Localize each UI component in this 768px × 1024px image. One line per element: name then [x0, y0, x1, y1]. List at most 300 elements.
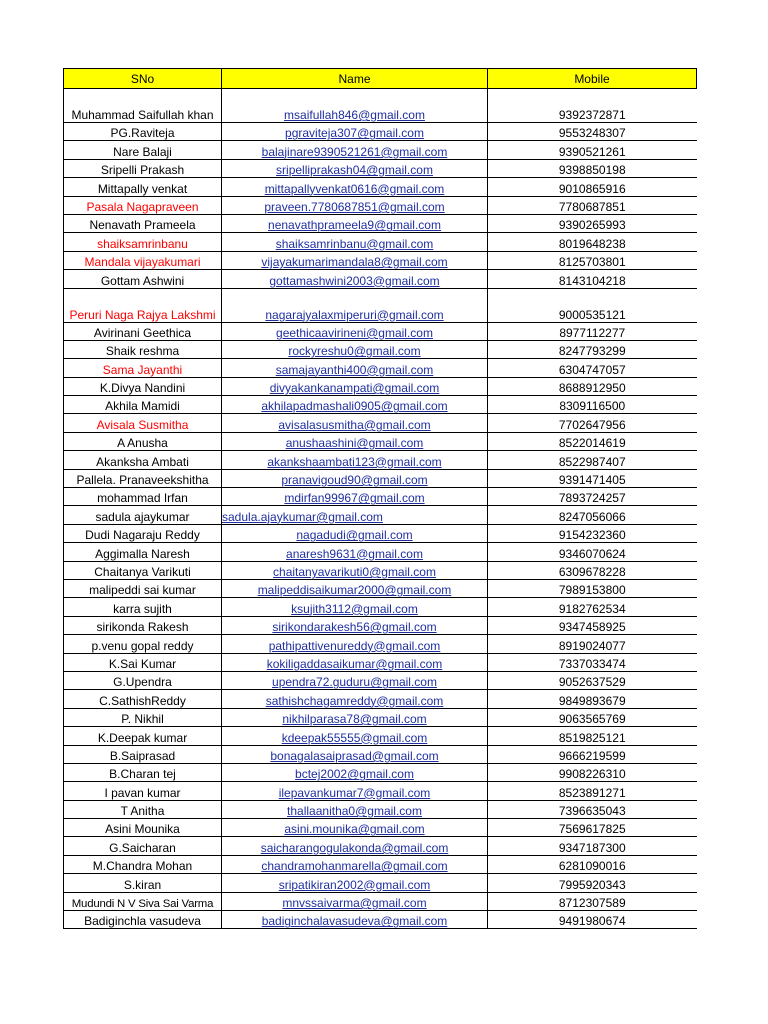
- email-cell[interactable]: [222, 159, 488, 177]
- mobile-cell[interactable]: [488, 251, 697, 269]
- name-cell[interactable]: [64, 579, 222, 597]
- name-cell[interactable]: [64, 874, 222, 892]
- email-link[interactable]: bctej2002@gmail.com: [295, 767, 414, 782]
- mobile-text: 9553248307: [558, 126, 626, 141]
- email-link[interactable]: avisalasusmitha@gmail.com: [278, 417, 431, 432]
- name-cell[interactable]: [64, 251, 222, 269]
- mobile-cell[interactable]: [488, 635, 697, 653]
- email-cell[interactable]: [222, 432, 488, 450]
- email-cell[interactable]: [222, 340, 488, 358]
- name-cell[interactable]: [64, 288, 222, 322]
- mobile-text: 9390521261: [558, 144, 626, 159]
- mobile-cell[interactable]: [488, 653, 697, 671]
- table-row: [64, 159, 697, 177]
- mobile-cell[interactable]: [488, 414, 697, 432]
- mobile-text: 9063565769: [558, 712, 626, 727]
- mobile-text: 9347187300: [558, 840, 626, 855]
- email-link[interactable]: akhilapadmashali0905@gmail.com: [261, 399, 448, 414]
- email-link[interactable]: kdeepak55555@gmail.com: [281, 730, 428, 745]
- email-link[interactable]: sripelliprakash04@gmail.com: [276, 163, 433, 178]
- mobile-cell[interactable]: [488, 690, 697, 708]
- column-header-sno[interactable]: SNo: [64, 69, 222, 89]
- mobile-cell[interactable]: [488, 671, 697, 689]
- email-cell[interactable]: [222, 837, 488, 855]
- name-cell[interactable]: [64, 141, 222, 159]
- name-cell[interactable]: [64, 598, 222, 616]
- mobile-cell[interactable]: [488, 616, 697, 634]
- mobile-text: 9347458925: [558, 620, 626, 635]
- email-link[interactable]: badiginchalavasudeva@gmail.com: [261, 914, 448, 929]
- email-link[interactable]: chandramohanmarella@gmail.com: [261, 859, 448, 874]
- name-text: G.Saicharan: [109, 840, 176, 855]
- mobile-cell[interactable]: [488, 874, 697, 892]
- email-link[interactable]: upendra72.guduru@gmail.com: [272, 675, 437, 690]
- mobile-text: 8522014619: [558, 436, 626, 451]
- mobile-text: 8919024077: [558, 638, 626, 653]
- email-cell[interactable]: [222, 451, 488, 469]
- mobile-cell[interactable]: [488, 745, 697, 763]
- mobile-cell[interactable]: [488, 469, 697, 487]
- table-row: [64, 727, 697, 745]
- email-link[interactable]: sathishchagamreddy@gmail.com: [265, 693, 444, 708]
- email-cell[interactable]: [222, 469, 488, 487]
- name-cell[interactable]: [64, 763, 222, 781]
- mobile-cell[interactable]: [488, 322, 697, 340]
- name-cell[interactable]: [64, 233, 222, 251]
- name-text: T Anitha: [120, 804, 165, 819]
- email-cell[interactable]: [222, 524, 488, 542]
- mobile-text: 8688912950: [558, 381, 626, 396]
- mobile-cell[interactable]: [488, 911, 697, 929]
- name-text: p.venu gopal reddy: [91, 638, 194, 653]
- mobile-text: 8977112277: [559, 325, 626, 340]
- name-text: Nenavath Prameela: [89, 218, 196, 233]
- email-link[interactable]: sripatikiran2002@gmail.com: [278, 877, 431, 892]
- mobile-text: 7337033474: [558, 656, 626, 671]
- mobile-cell[interactable]: [488, 524, 697, 542]
- name-text: Aggimalla Naresh: [95, 546, 190, 561]
- mobile-text: 8247056066: [558, 509, 626, 524]
- mobile-text: 8309116500: [559, 399, 626, 414]
- name-cell[interactable]: [64, 377, 222, 395]
- mobile-cell[interactable]: [488, 837, 697, 855]
- name-text: Dudi Nagaraju Reddy: [85, 528, 200, 543]
- email-link[interactable]: praveen.7780687851@gmail.com: [264, 199, 445, 214]
- name-text: B.Charan tej: [109, 767, 176, 782]
- table-row: [64, 233, 697, 251]
- mobile-text: 9000535121: [558, 307, 626, 322]
- email-link[interactable]: divyakankanampati@gmail.com: [269, 381, 440, 396]
- email-cell[interactable]: [222, 727, 488, 745]
- email-link[interactable]: malipeddisaikumar2000@gmail.com: [257, 583, 452, 598]
- email-link[interactable]: nenavathprameela9@gmail.com: [268, 218, 441, 233]
- table-row: [64, 506, 697, 524]
- table-row: [64, 178, 697, 196]
- column-header-mobile[interactable]: Mobile: [488, 69, 697, 89]
- table-row: [64, 123, 697, 141]
- name-text: Akanksha Ambati: [96, 454, 189, 469]
- table-row: [64, 270, 697, 288]
- name-cell[interactable]: [64, 819, 222, 837]
- name-text: Shaik reshma: [105, 344, 180, 359]
- name-text: karra sujith: [113, 601, 172, 616]
- name-cell[interactable]: [64, 469, 222, 487]
- mobile-cell[interactable]: [488, 598, 697, 616]
- name-text: P. Nikhil: [121, 712, 164, 727]
- mobile-text: 6304747057: [558, 362, 626, 377]
- email-link[interactable]: thallaanitha0@gmail.com: [287, 804, 422, 819]
- table-row: [64, 782, 697, 800]
- table-row: [64, 377, 697, 395]
- mobile-text: 9908226310: [558, 767, 626, 782]
- name-cell[interactable]: [64, 270, 222, 288]
- email-link[interactable]: pranavigoud90@gmail.com: [281, 473, 428, 488]
- mobile-text: 6281090016: [558, 859, 626, 874]
- name-text: K.Deepak kumar: [97, 730, 188, 745]
- mobile-text: 9010865916: [558, 181, 626, 196]
- mobile-cell[interactable]: [488, 451, 697, 469]
- name-cell[interactable]: [64, 340, 222, 358]
- name-text: mohammad Irfan: [97, 491, 188, 506]
- name-cell[interactable]: [64, 837, 222, 855]
- table-row: [64, 653, 697, 671]
- mobile-text: 9182762534: [558, 601, 626, 616]
- mobile-cell[interactable]: [488, 488, 697, 506]
- email-link[interactable]: ksujith3112@gmail.com: [291, 601, 418, 616]
- table-row: [64, 579, 697, 597]
- mobile-text: 7989153800: [558, 583, 626, 598]
- mobile-cell[interactable]: [488, 159, 697, 177]
- mobile-text: 8019648238: [558, 236, 626, 251]
- name-text: A Anusha: [117, 436, 168, 451]
- name-text: Mandala vijayakumari: [84, 255, 201, 270]
- email-cell[interactable]: [222, 855, 488, 873]
- name-cell[interactable]: [64, 123, 222, 141]
- name-text: M.Chandra Mohan: [92, 859, 193, 874]
- email-cell[interactable]: [222, 543, 488, 561]
- mobile-text: 9491980674: [558, 914, 626, 929]
- table-row: [64, 451, 697, 469]
- email-cell[interactable]: [222, 745, 488, 763]
- mobile-cell[interactable]: [488, 196, 697, 214]
- email-cell[interactable]: [222, 579, 488, 597]
- table-row: [64, 616, 697, 634]
- name-cell[interactable]: [64, 159, 222, 177]
- name-text: malipeddi sai kumar: [89, 583, 196, 598]
- email-cell[interactable]: [222, 288, 488, 322]
- email-cell[interactable]: [222, 653, 488, 671]
- name-text: Chaitanya Varikuti: [94, 564, 191, 579]
- name-cell[interactable]: [64, 414, 222, 432]
- name-text: Gottam Ashwini: [100, 273, 185, 288]
- name-cell[interactable]: [64, 196, 222, 214]
- email-link[interactable]: kokiligaddasaikumar@gmail.com: [266, 656, 443, 671]
- table-row: [64, 561, 697, 579]
- name-text: sirikonda Rakesh: [96, 620, 189, 635]
- email-cell[interactable]: [222, 635, 488, 653]
- email-cell[interactable]: [222, 396, 488, 414]
- email-cell[interactable]: [222, 616, 488, 634]
- table-row: [64, 892, 697, 910]
- mobile-cell[interactable]: [488, 506, 697, 524]
- email-link[interactable]: vijayakumarimandala8@gmail.com: [261, 255, 448, 270]
- name-text: Asini Mounika: [105, 822, 180, 837]
- mobile-cell[interactable]: [488, 396, 697, 414]
- mobile-cell[interactable]: [488, 89, 697, 123]
- table-row: [64, 745, 697, 763]
- name-text: K.Divya Nandini: [99, 381, 186, 396]
- table-row: [64, 874, 697, 892]
- name-text: Sama Jayanthi: [102, 362, 183, 377]
- mobile-cell[interactable]: [488, 377, 697, 395]
- mobile-text: 9052637529: [558, 675, 626, 690]
- email-cell[interactable]: [222, 671, 488, 689]
- mobile-cell[interactable]: [488, 727, 697, 745]
- name-cell[interactable]: [64, 396, 222, 414]
- name-cell[interactable]: [64, 653, 222, 671]
- mobile-cell[interactable]: [488, 340, 697, 358]
- name-text: Pasala Nagapraveen: [86, 199, 199, 214]
- name-text: G.Upendra: [113, 675, 172, 690]
- name-cell[interactable]: [64, 727, 222, 745]
- table-row: [64, 598, 697, 616]
- mobile-text: 7569617825: [558, 822, 626, 837]
- mobile-cell[interactable]: [488, 708, 697, 726]
- table-row: [64, 708, 697, 726]
- email-link[interactable]: nagarajyalaxmiperuri@gmail.com: [265, 307, 444, 322]
- name-cell[interactable]: [64, 524, 222, 542]
- name-cell[interactable]: [64, 89, 222, 123]
- table-row: [64, 819, 697, 837]
- table-row: [64, 635, 697, 653]
- name-text: C.SathishReddy: [99, 693, 186, 708]
- mobile-text: 8712307589: [558, 896, 626, 911]
- mobile-text: 8247793299: [558, 344, 626, 359]
- email-cell[interactable]: [222, 800, 488, 818]
- name-text: Mittapally venkat: [97, 181, 188, 196]
- email-link[interactable]: anaresh9631@gmail.com: [286, 546, 423, 561]
- email-cell[interactable]: [222, 123, 488, 141]
- name-cell[interactable]: [64, 543, 222, 561]
- email-cell[interactable]: [222, 196, 488, 214]
- table-row: [64, 89, 697, 123]
- table-row: [64, 414, 697, 432]
- email-cell[interactable]: [222, 89, 488, 123]
- contact-table: [63, 68, 697, 929]
- email-link[interactable]: asini.mounika@gmail.com: [284, 822, 425, 837]
- mobile-cell[interactable]: [488, 855, 697, 873]
- table-row: [64, 763, 697, 781]
- email-link[interactable]: nikhilparasa78@gmail.com: [282, 712, 427, 727]
- email-cell[interactable]: [222, 506, 488, 524]
- email-link[interactable]: shaiksamrinbanu@gmail.com: [275, 236, 434, 251]
- name-cell[interactable]: [64, 745, 222, 763]
- name-cell[interactable]: [64, 616, 222, 634]
- name-cell[interactable]: [64, 561, 222, 579]
- table-row: [64, 690, 697, 708]
- name-cell[interactable]: [64, 671, 222, 689]
- email-link[interactable]: ilepavankumar7@gmail.com: [278, 785, 431, 800]
- email-cell[interactable]: [222, 233, 488, 251]
- email-cell[interactable]: [222, 178, 488, 196]
- email-cell[interactable]: [222, 414, 488, 432]
- name-text: Mudundi N V Siva Sai Varma: [71, 898, 214, 911]
- email-cell[interactable]: [222, 598, 488, 616]
- email-link[interactable]: geethicaavirineni@gmail.com: [276, 325, 433, 340]
- name-text: shaiksamrinbanu: [97, 236, 188, 251]
- email-link[interactable]: msaifullah846@gmail.com: [284, 108, 425, 122]
- email-cell[interactable]: [222, 690, 488, 708]
- mobile-cell[interactable]: [488, 123, 697, 141]
- name-text: Avisala Susmitha: [96, 417, 189, 432]
- column-header-name[interactable]: Name: [222, 69, 488, 89]
- mobile-cell[interactable]: [488, 782, 697, 800]
- spreadsheet: [63, 68, 696, 929]
- email-link[interactable]: gottamashwini2003@gmail.com: [269, 273, 440, 288]
- email-cell[interactable]: [222, 377, 488, 395]
- mobile-cell[interactable]: [488, 800, 697, 818]
- email-cell[interactable]: [222, 141, 488, 159]
- email-cell[interactable]: [222, 270, 488, 288]
- email-cell[interactable]: [222, 763, 488, 781]
- table-row: [64, 469, 697, 487]
- mobile-text: 8143104218: [558, 273, 626, 288]
- email-cell[interactable]: [222, 782, 488, 800]
- name-text: B.Saiprasad: [109, 748, 176, 763]
- mobile-cell[interactable]: [488, 579, 697, 597]
- table-row: [64, 855, 697, 873]
- mobile-text: 7702647956: [558, 417, 626, 432]
- name-cell[interactable]: [64, 911, 222, 929]
- email-link[interactable]: chaitanyavarikuti0@gmail.com: [273, 564, 436, 579]
- name-cell[interactable]: [64, 322, 222, 340]
- mobile-cell[interactable]: [488, 233, 697, 251]
- mobile-cell[interactable]: [488, 819, 697, 837]
- mobile-text: 9666219599: [558, 748, 626, 763]
- table-row: [64, 141, 697, 159]
- email-cell[interactable]: [222, 251, 488, 269]
- name-cell[interactable]: [64, 708, 222, 726]
- name-cell[interactable]: [64, 432, 222, 450]
- email-link[interactable]: pgraviteja307@gmail.com: [285, 126, 424, 141]
- table-row: [64, 359, 697, 377]
- mobile-text: 9390265993: [558, 218, 626, 233]
- table-row: [64, 288, 697, 322]
- email-link[interactable]: samajayanthi400@gmail.com: [275, 362, 434, 377]
- mobile-text: 9391471405: [558, 473, 626, 488]
- mobile-text: 9849893679: [558, 693, 626, 708]
- mobile-cell[interactable]: [488, 141, 697, 159]
- email-cell[interactable]: [222, 708, 488, 726]
- name-text: Akhila Mamidi: [105, 399, 180, 414]
- email-link[interactable]: nagadudi@gmail.com: [296, 528, 413, 543]
- email-link[interactable]: mittapallyvenkat0616@gmail.com: [264, 181, 445, 196]
- table-row: [64, 396, 697, 414]
- mobile-cell[interactable]: [488, 763, 697, 781]
- mobile-text: 8523891271: [558, 785, 626, 800]
- email-cell[interactable]: [222, 359, 488, 377]
- email-cell[interactable]: [222, 214, 488, 232]
- email-link[interactable]: rockyreshu0@gmail.com: [288, 344, 421, 359]
- name-text: Nare Balaji: [113, 144, 172, 159]
- mobile-text: 9398850198: [558, 163, 626, 178]
- email-cell[interactable]: [222, 874, 488, 892]
- mobile-text: 9154232360: [558, 528, 626, 543]
- table-row: [64, 543, 697, 561]
- email-cell[interactable]: [222, 819, 488, 837]
- name-text: K.Sai Kumar: [108, 656, 177, 671]
- email-link[interactable]: mnvssaivarma@gmail.com: [282, 896, 427, 911]
- table-row: [64, 524, 697, 542]
- table-row: [64, 800, 697, 818]
- email-cell[interactable]: [222, 322, 488, 340]
- table-row: [64, 432, 697, 450]
- mobile-text: 8522987407: [558, 454, 626, 469]
- name-cell[interactable]: [64, 214, 222, 232]
- mobile-text: 8125703801: [558, 255, 626, 270]
- mobile-cell[interactable]: [488, 359, 697, 377]
- table-row: [64, 251, 697, 269]
- name-cell[interactable]: [64, 451, 222, 469]
- mobile-cell[interactable]: [488, 561, 697, 579]
- email-cell[interactable]: [222, 892, 488, 910]
- mobile-text: 7893724257: [558, 491, 626, 506]
- name-text: Avirinani Geethica: [93, 325, 192, 340]
- name-cell[interactable]: [64, 892, 222, 910]
- name-text: sadula ajaykumar: [95, 509, 190, 524]
- name-text: Peruri Naga Rajya Lakshmi: [69, 307, 216, 322]
- email-cell[interactable]: [222, 488, 488, 506]
- table-row: [64, 671, 697, 689]
- email-cell[interactable]: [222, 911, 488, 929]
- email-link[interactable]: pathipattivenureddy@gmail.com: [268, 638, 441, 653]
- mobile-cell[interactable]: [488, 270, 697, 288]
- mobile-cell[interactable]: [488, 892, 697, 910]
- mobile-text: 9346070624: [558, 546, 626, 561]
- mobile-cell[interactable]: [488, 288, 697, 322]
- mobile-text: 7995920343: [558, 877, 626, 892]
- mobile-cell[interactable]: [488, 214, 697, 232]
- name-cell[interactable]: [64, 855, 222, 873]
- name-cell[interactable]: [64, 506, 222, 524]
- mobile-cell[interactable]: [488, 543, 697, 561]
- name-cell[interactable]: [64, 690, 222, 708]
- name-cell[interactable]: [64, 359, 222, 377]
- email-link[interactable]: sadula.ajaykumar@gmail.com: [222, 509, 383, 524]
- mobile-text: 7780687851: [558, 199, 626, 214]
- mobile-cell[interactable]: [488, 178, 697, 196]
- name-text: I pavan kumar: [104, 785, 181, 800]
- name-cell[interactable]: [64, 800, 222, 818]
- email-link[interactable]: saicharangogulakonda@gmail.com: [260, 840, 449, 855]
- name-cell[interactable]: [64, 488, 222, 506]
- email-link[interactable]: bonagalasaiprasad@gmail.com: [270, 748, 439, 763]
- table-row: [64, 340, 697, 358]
- header-row: [64, 69, 697, 89]
- email-link[interactable]: akankshaambati123@gmail.com: [267, 454, 442, 469]
- name-text: S.kiran: [123, 877, 162, 892]
- name-cell[interactable]: [64, 782, 222, 800]
- email-link[interactable]: balajinare9390521261@gmail.com: [261, 144, 448, 159]
- name-cell[interactable]: [64, 635, 222, 653]
- name-cell[interactable]: [64, 178, 222, 196]
- table-row: [64, 911, 697, 929]
- email-link[interactable]: sirikondarakesh56@gmail.com: [272, 620, 437, 635]
- email-link[interactable]: mdirfan99967@gmail.com: [284, 491, 425, 506]
- email-cell[interactable]: [222, 561, 488, 579]
- mobile-cell[interactable]: [488, 432, 697, 450]
- email-link[interactable]: anushaashini@gmail.com: [285, 436, 424, 451]
